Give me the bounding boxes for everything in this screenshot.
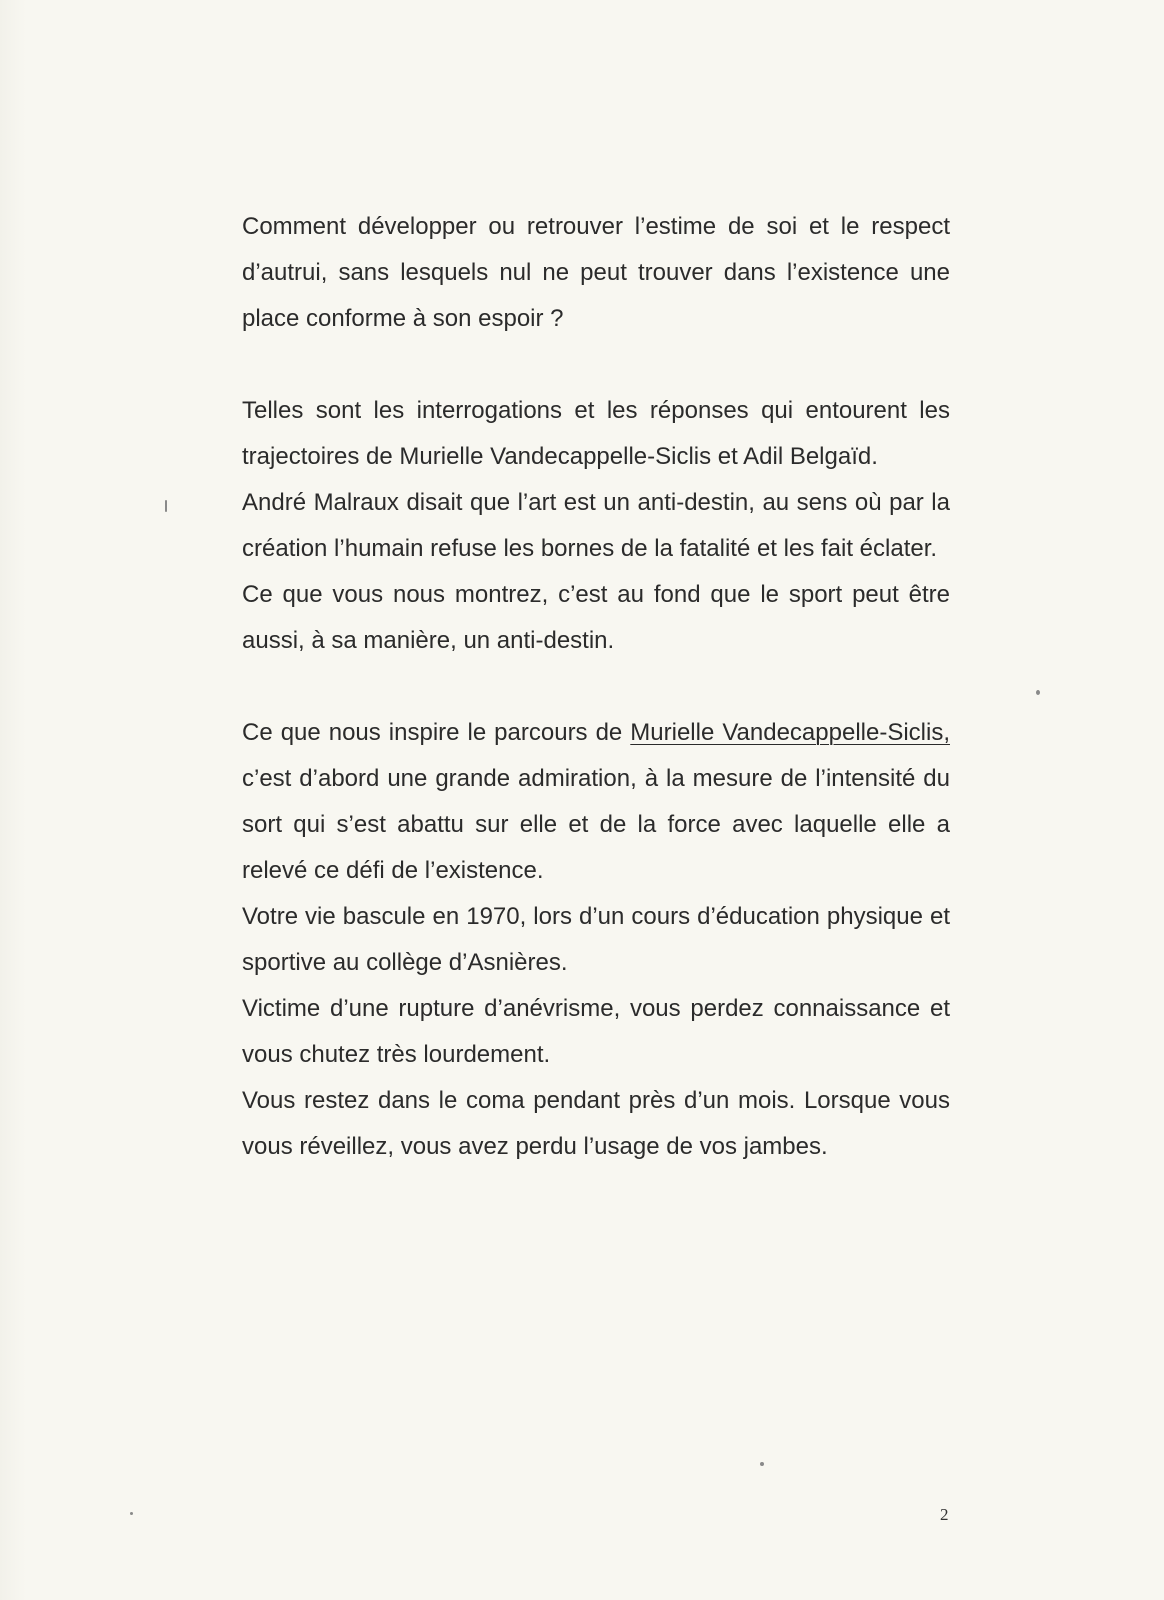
scan-speck [1036, 690, 1040, 695]
paragraph-admiration-rest: c’est d’abord une grande admiration, à la mesure de l’intensité du sort qui s’est abattu sur elle et de la force avec laquelle elle a relevé ce défi de l’existence. [242, 765, 950, 884]
paragraph-1970: Votre vie bascule en 1970, lors d’un cours d’éducation physique et sportive au collège d’Asnières. [242, 903, 950, 976]
paragraph-sport-anti-destin: Ce que vous nous montrez, c’est au fond que le sport peut être aussi, à sa manière, un anti-destin. [242, 581, 950, 654]
page-number: 2 [940, 1505, 949, 1524]
paragraph-admiration-prefix: Ce que nous inspire le parcours de [242, 719, 623, 746]
paragraph-gap [242, 664, 950, 710]
scan-speck [130, 1512, 133, 1515]
paragraph-aneurysm: Victime d’une rupture d’anévrisme, vous perdez connaissance et vous chutez très lourdement. [242, 995, 950, 1068]
scan-speck [760, 1462, 764, 1466]
paragraph-malraux: André Malraux disait que l’art est un anti-destin, au sens où par la création l’humain refuse les bornes de la fatalité et les fait éclater. [242, 489, 950, 562]
paragraph-trajectories: Telles sont les interrogations et les réponses qui entourent les trajectoires de Murielle Vandecappelle-Siclis et Adil Belgaïd. [242, 397, 950, 470]
paragraph-gap [242, 342, 950, 388]
paragraph-coma: Vous restez dans le coma pendant près d’un mois. Lorsque vous vous réveillez, vous avez perdu l’usage de vos jambes. [242, 1087, 950, 1160]
document-body [242, 204, 950, 1170]
paragraph-self-esteem: Comment développer ou retrouver l’estime de soi et le respect d’autrui, sans lesquels nul ne peut trouver dans l’existence une place conforme à son espoir ? [242, 213, 950, 332]
paragraph-admiration [242, 710, 950, 894]
scan-edge-shading [0, 0, 26, 1600]
underlined-name: Murielle Vandecappelle-Siclis, [630, 719, 950, 746]
scan-speck [165, 500, 167, 512]
